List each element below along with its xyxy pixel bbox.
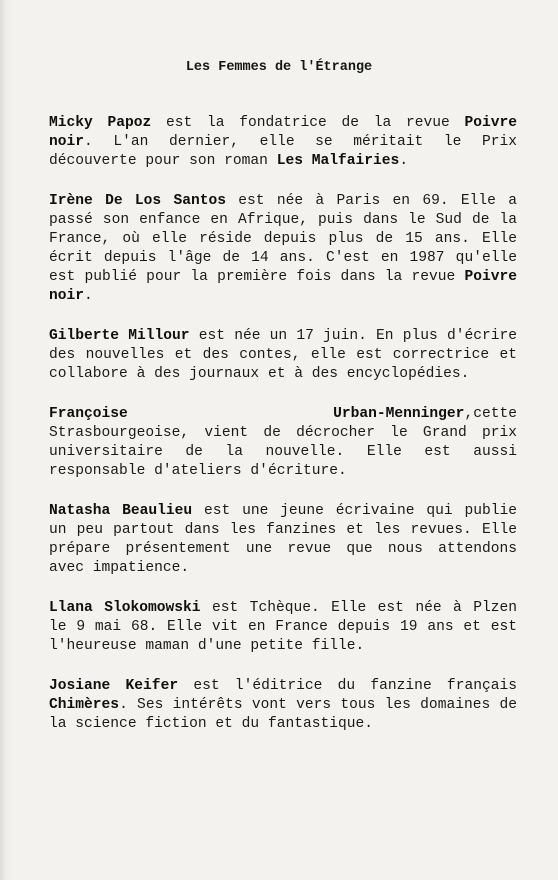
author-bio-text: est Tchèque. Elle est née à Plzen le 9 mai 68. Elle vit en France depuis 19 ans et est l'heureuse maman d'une petite fille. bbox=[49, 600, 517, 654]
author-bio-text: est une jeune écrivaine qui publie un peu partout dans les fanzines et les revues. Elle prépare présentement une revue que nous attendons avec impatience. bbox=[49, 503, 518, 576]
book-title: Les Malfairies bbox=[276, 153, 400, 169]
publication-title: Chimères bbox=[49, 697, 120, 713]
author-paragraph-josiane-keifer bbox=[49, 677, 517, 734]
author-bio-text: Strasbourgeoise, vient de décrocher le Grand prix universitaire de la nouvelle. Elle est aussi responsable d'ateliers d'écriture. bbox=[49, 425, 517, 479]
author-bio-text: . L'an dernier, elle se méritait le Prix découverte pour son roman bbox=[49, 134, 517, 169]
author-paragraph-llana-slokomowski bbox=[49, 599, 517, 656]
author-name-tail bbox=[333, 405, 517, 424]
author-name: Josiane Keifer bbox=[49, 678, 179, 694]
author-name: Llana Slokomowski bbox=[49, 600, 201, 616]
author-name-row bbox=[49, 405, 517, 424]
author-paragraph-gilberte-millour bbox=[49, 327, 517, 384]
author-bio-text: est née un 17 juin. En plus d'écrire des nouvelles et des contes, elle est correctrice et collabore à des journaux et à des encyclopédies. bbox=[49, 328, 517, 382]
publication-title: Poivre noir bbox=[49, 269, 517, 304]
author-bio-text: ,cette bbox=[464, 406, 517, 422]
author-bio-text: est l'éditrice du fanzine français bbox=[178, 678, 517, 694]
author-bio-text: . bbox=[84, 288, 93, 304]
author-bio-text: . bbox=[399, 153, 409, 169]
author-bio-text: est née à Paris en 69. Elle a passé son enfance en Afrique, puis dans le Sud de la France, où elle réside depuis plus de 15 ans. Elle écrit depuis l'âge de 14 ans. C'est en 1987 qu'elle est publié pour la première fois dans la revue bbox=[49, 193, 517, 285]
author-paragraph-irene-de-los-santos bbox=[49, 192, 517, 306]
author-paragraph-francoise-urban-menninger bbox=[49, 405, 517, 481]
author-bio-text: . Ses intérêts vont vers tous les domaines de la science fiction et du fantastique. bbox=[49, 697, 517, 732]
author-bio-text: est la fondatrice de la revue bbox=[151, 115, 465, 131]
author-name: Micky Papoz bbox=[49, 115, 152, 131]
author-name: Irène De Los Santos bbox=[49, 193, 226, 209]
page-title: Les Femmes de l'Étrange bbox=[185, 60, 373, 75]
publication-title: Poivre noir bbox=[49, 115, 517, 150]
author-last-name: Urban-Menninger bbox=[333, 406, 465, 422]
author-name: Gilberte Millour bbox=[49, 328, 190, 344]
author-list bbox=[49, 114, 517, 755]
author-first-name: Françoise bbox=[49, 406, 128, 422]
author-paragraph-natasha-beaulieu bbox=[49, 502, 517, 578]
author-name: Natasha Beaulieu bbox=[49, 503, 193, 519]
author-paragraph-micky-papoz bbox=[49, 114, 517, 171]
